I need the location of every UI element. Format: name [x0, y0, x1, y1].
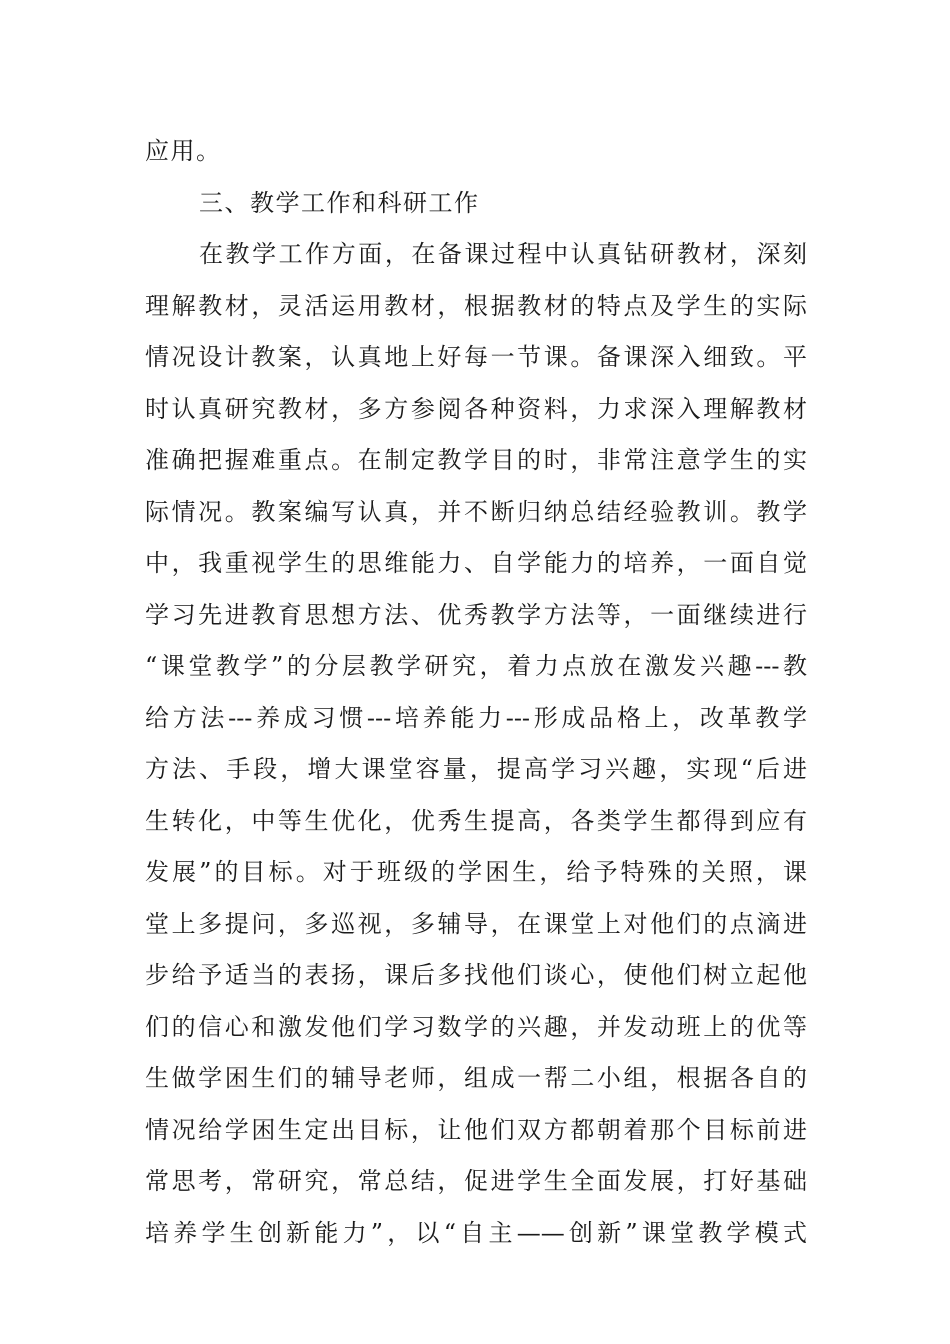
text-line: 常思考，常研究，常总结，促进学生全面发展，打好基础 [145, 1167, 807, 1195]
text-line: 在教学工作方面，在备课过程中认真钻研教材，深刻 [199, 240, 807, 268]
text-line: 准确把握难重点。在制定教学目的时，非常注意学生的实 [145, 446, 807, 474]
text-line: 情况设计教案，认真地上好每一节课。备课深入细致。平 [145, 343, 807, 371]
text-line: 步给予适当的表扬，课后多找他们谈心，使他们树立起他 [145, 961, 807, 989]
text-line: “课堂教学”的分层教学研究，着力点放在激发兴趣---教 [145, 652, 807, 680]
text-line: 生转化，中等生优化，优秀生提高，各类学生都得到应有 [145, 806, 807, 835]
text-line: 际情况。教案编写认真，并不断归纳总结经验教训。教学 [145, 497, 807, 526]
section-heading: 三、教学工作和科研工作 [199, 188, 480, 217]
text-line: 发展”的目标。对于班级的学困生，给予特殊的关照，课 [145, 858, 807, 886]
text-line: 培养学生创新能力”，以“自主——创新”课堂教学模式 [145, 1218, 807, 1247]
text-line: 时认真研究教材，多方参阅各种资料，力求深入理解教材 [145, 394, 807, 423]
text-line: 堂上多提问，多巡视，多辅导，在课堂上对他们的点滴进 [145, 909, 807, 938]
text-line: 学习先进教育思想方法、优秀教学方法等，一面继续进行 [145, 600, 807, 629]
text-line: 方法、手段，增大课堂容量，提高学习兴趣，实现“后进 [145, 755, 807, 783]
text-line: 给方法---养成习惯---培养能力---形成品格上，改革教学 [145, 703, 807, 732]
text-line: 理解教材，灵活运用教材，根据教材的特点及学生的实际 [145, 291, 807, 320]
text-line: 生做学困生们的辅导老师，组成一帮二小组，根据各自的 [145, 1064, 807, 1092]
text-line: 情况给学困生定出目标，让他们双方都朝着那个目标前进 [145, 1115, 807, 1144]
text-line: 应用。 [145, 137, 222, 165]
body-text [145, 126, 807, 1259]
text-line: 中，我重视学生的思维能力、自学能力的培养，一面自觉 [145, 549, 807, 577]
text-line: 们的信心和激发他们学习数学的兴趣，并发动班上的优等 [145, 1012, 807, 1041]
